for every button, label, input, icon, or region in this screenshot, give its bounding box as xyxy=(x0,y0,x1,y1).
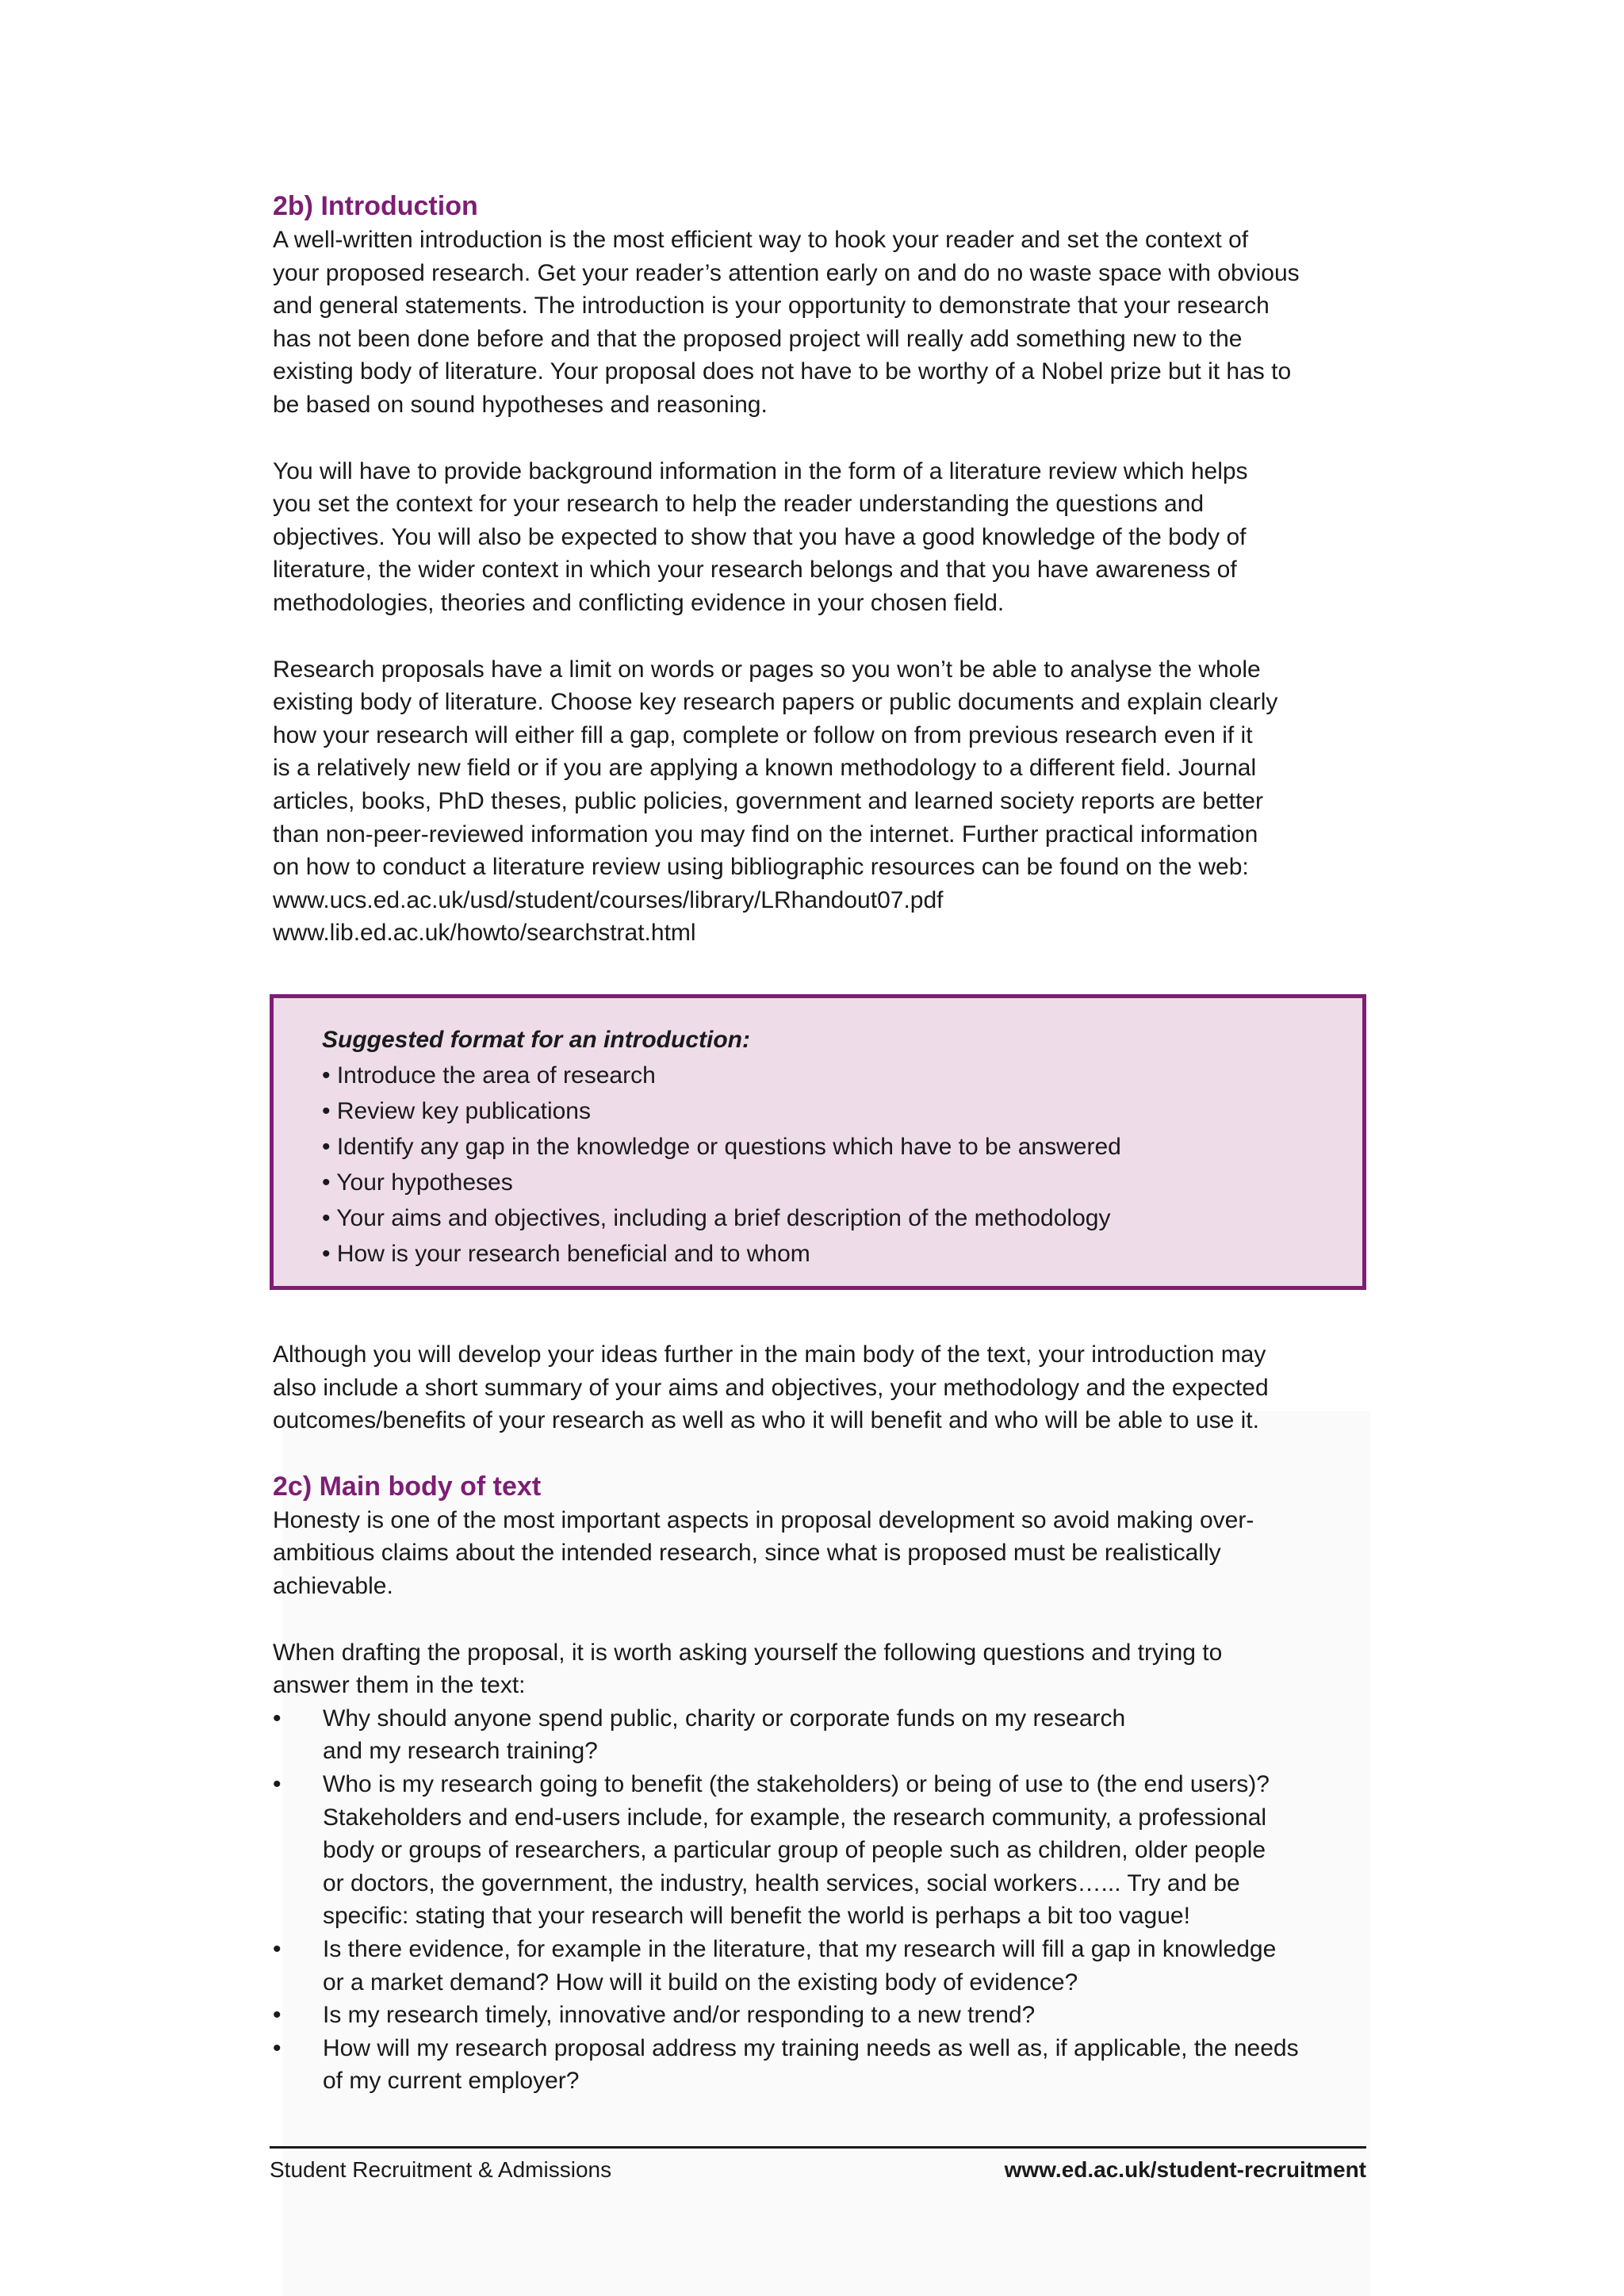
after-callout-paragraph xyxy=(273,1338,1367,1437)
text-line: and my research training? xyxy=(323,1738,598,1765)
section-2c-paragraph-2 xyxy=(273,1636,1367,1702)
text-line: You will have to provide background information in the form of a literature review which helps xyxy=(273,457,1248,484)
text-line: achievable. xyxy=(273,1572,393,1599)
text-line: and general statements. The introduction is your opportunity to demonstrate that your research xyxy=(273,293,1270,320)
text-line: objectives. You will also be expected to show that you have a good knowledge of the body of xyxy=(273,523,1247,550)
section-2b-paragraph-3 xyxy=(273,653,1367,950)
text-line: is a relatively new field or if you are applying a known methodology to a different field. Journal xyxy=(273,755,1257,782)
text-line: Is there evidence, for example in the literature, that my research will fill a gap in knowledge xyxy=(323,1935,1277,1962)
text-line: has not been done before and that the proposed project will really add something new to the xyxy=(273,325,1243,352)
text-line: also include a short summary of your aims and objectives, your methodology and the expected xyxy=(273,1374,1269,1401)
footer-department: Student Recruitment & Admissions xyxy=(270,2157,612,2182)
text-line: body or groups of researchers, a particular group of people such as children, older people xyxy=(323,1837,1266,1864)
text-line: of my current employer? xyxy=(323,2068,580,2095)
text-line: Stakeholders and end-users include, for example, the research community, a professional xyxy=(323,1804,1267,1831)
callout-title: Suggested format for an introduction: xyxy=(322,1027,750,1053)
bullet-icon: • xyxy=(273,1705,282,1732)
text-line: or doctors, the government, the industry, health services, social workers…... Try and be xyxy=(323,1869,1240,1896)
callout-item: • How is your research beneficial and to whom xyxy=(322,1241,810,1267)
bullet-icon: • xyxy=(273,1770,282,1797)
text-line: specific: stating that your research will benefit the world is perhaps a bit too vague! xyxy=(323,1903,1190,1930)
text-line: How will my research proposal address my training needs as well as, if applicable, the needs xyxy=(323,2034,1299,2061)
question-item xyxy=(273,2032,1367,2098)
question-item xyxy=(273,1702,1367,1768)
text-line: your proposed research. Get your reader’s attention early on and do no waste space with obvious xyxy=(273,259,1300,286)
question-item xyxy=(273,1768,1367,1933)
text-line: literature, the wider context in which your research belongs and that you have awareness of xyxy=(273,557,1237,584)
text-line: methodologies, theories and conflicting evidence in your chosen field. xyxy=(273,589,1005,616)
text-line: Is my research timely, innovative and/or responding to a new trend? xyxy=(323,2002,1036,2029)
text-line: or a market demand? How will it build on the existing body of evidence? xyxy=(323,1969,1078,1996)
text-line: how your research will either fill a gap, complete or follow on from previous research even if it xyxy=(273,721,1253,748)
text-line: When drafting the proposal, it is worth asking yourself the following questions and trying to xyxy=(273,1639,1223,1666)
section-2c-paragraph-1 xyxy=(273,1504,1367,1603)
callout-item: • Introduce the area of research xyxy=(322,1062,656,1089)
callout-item: • Review key publications xyxy=(322,1098,591,1124)
text-line: Honesty is one of the most important aspects in proposal development so avoid making over- xyxy=(273,1506,1254,1533)
question-item xyxy=(273,1999,1367,2032)
section-2b-paragraph-1 xyxy=(273,224,1367,422)
text-line: ambitious claims about the intended research, since what is proposed must be realistically xyxy=(273,1540,1221,1567)
text-line: Who is my research going to benefit (the stakeholders) or being of use to (the end users)? xyxy=(323,1770,1270,1797)
library-handout-link[interactable]: www.ucs.ed.ac.uk/usd/student/courses/library/LRhandout07.pdf xyxy=(273,886,944,913)
text-line: you set the context for your research to help the reader understanding the questions and xyxy=(273,491,1205,518)
text-line: Although you will develop your ideas further in the main body of the text, your introduction may xyxy=(273,1341,1266,1368)
callout-item: • Your hypotheses xyxy=(322,1169,513,1196)
text-line: Why should anyone spend public, charity or corporate funds on my research xyxy=(323,1705,1126,1732)
text-line: on how to conduct a literature review using bibliographic resources can be found on the web: xyxy=(273,854,1249,881)
callout-list xyxy=(322,1058,1362,1272)
callout-item: • Your aims and objectives, including a brief description of the methodology xyxy=(322,1205,1111,1231)
question-item xyxy=(273,1933,1367,1999)
document-content-continued xyxy=(273,1338,1367,2098)
text-line: than non-peer-reviewed information you may find on the internet. Further practical information xyxy=(273,821,1258,848)
questions-list xyxy=(273,1702,1367,2098)
callout-item: • Identify any gap in the knowledge or questions which have to be answered xyxy=(322,1134,1121,1160)
text-line: Research proposals have a limit on words or pages so you won’t be able to analyse the whole xyxy=(273,656,1261,683)
bullet-icon: • xyxy=(273,2034,282,2061)
suggested-format-callout xyxy=(270,994,1366,1290)
text-line: A well-written introduction is the most efficient way to hook your reader and set the context of xyxy=(273,227,1249,253)
text-line: be based on sound hypotheses and reasoning. xyxy=(273,391,768,418)
document-content xyxy=(273,189,1367,950)
section-2c-heading: 2c) Main body of text xyxy=(273,1471,542,1502)
search-strategy-link[interactable]: www.lib.ed.ac.uk/howto/searchstrat.html xyxy=(273,920,696,947)
text-line: outcomes/benefits of your research as well as who it will benefit and who will be able to use it. xyxy=(273,1407,1259,1434)
section-2b-heading: 2b) Introduction xyxy=(273,191,478,221)
text-line: existing body of literature. Choose key research papers or public documents and explain clearly xyxy=(273,689,1278,716)
section-2b-paragraph-2 xyxy=(273,455,1367,620)
text-line: existing body of literature. Your proposal does not have to be worthy of a Nobel prize but it has to xyxy=(273,358,1292,385)
text-line: answer them in the text: xyxy=(273,1672,526,1699)
bullet-icon: • xyxy=(273,1935,282,1962)
text-line: articles, books, PhD theses, public policies, government and learned society reports are better xyxy=(273,787,1263,814)
footer-website-link[interactable]: www.ed.ac.uk/student-recruitment xyxy=(1004,2157,1366,2182)
bullet-icon: • xyxy=(273,2002,282,2029)
footer-divider xyxy=(270,2146,1366,2149)
